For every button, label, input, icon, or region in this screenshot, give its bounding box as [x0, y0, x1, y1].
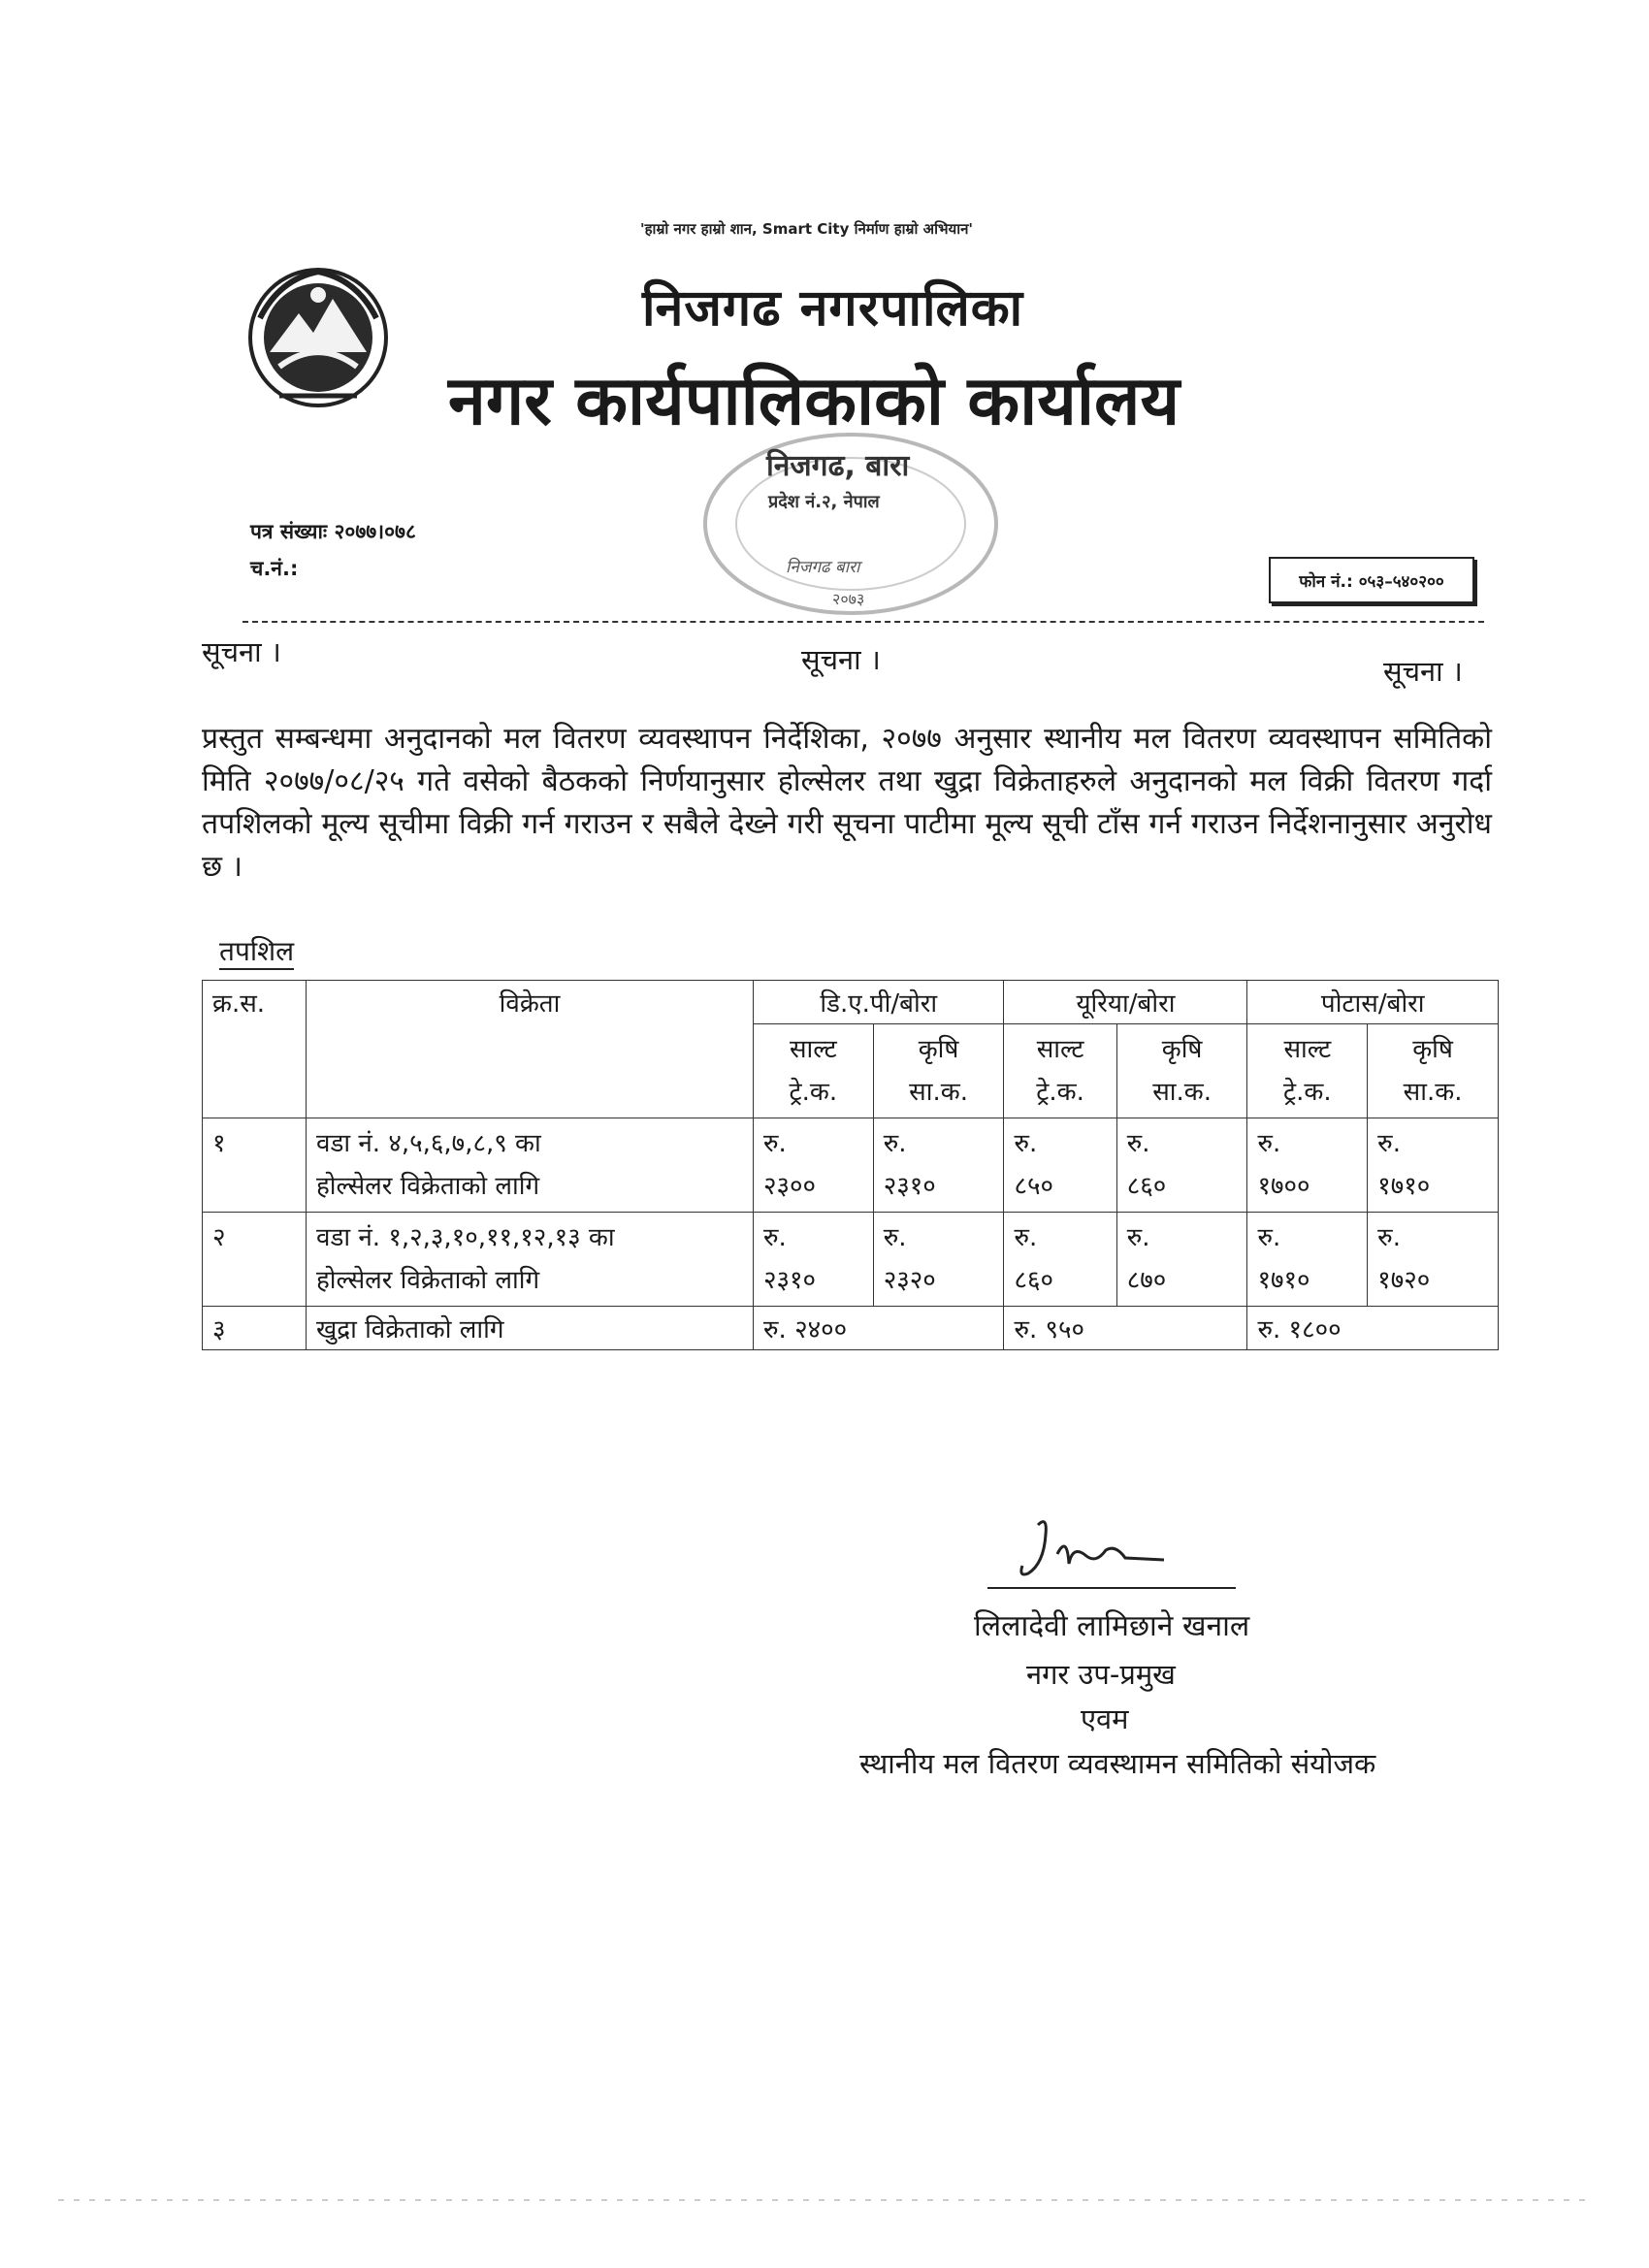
price-cell: रु. २३२०: [873, 1213, 1004, 1307]
notice-heading: सूचना ।: [1383, 655, 1463, 688]
row-serial: ३: [203, 1307, 307, 1350]
notice-heading: सूचना ।: [801, 643, 881, 676]
signatory-role: स्थानीय मल वितरण व्यवस्थामन समितिको संयोजक: [859, 1747, 1376, 1780]
subheader-krishi: कृषि सा.क.: [1368, 1024, 1499, 1118]
price-cell: रु. ९५०: [1004, 1307, 1247, 1350]
price-cell: रु. ८६०: [1004, 1213, 1116, 1307]
stamp-text: २०७३: [832, 590, 865, 608]
municipality-name: निजगढ नगरपालिका: [642, 279, 1024, 338]
notice-heading: सूचना ।: [202, 635, 281, 668]
office-name: नगर कार्यपालिकाको कार्यालय: [448, 361, 1180, 440]
price-cell: रु. ८७०: [1116, 1213, 1247, 1307]
signatory-conjunction: एवम: [1081, 1702, 1129, 1735]
reference-number: पत्र संख्याः २०७७।०७८: [250, 520, 416, 543]
row-seller: वडा नं. ४,५,६,७,८,९ का होल्सेलर विक्रेताको लागि: [307, 1118, 754, 1213]
price-cell: रु. २४००: [754, 1307, 1004, 1350]
price-cell: रु. ८५०: [1004, 1118, 1116, 1213]
schedule-label: तपशिल: [219, 935, 294, 970]
subheader-krishi: कृषि सा.क.: [1116, 1024, 1247, 1118]
subheader-salt: साल्ट ट्रे.क.: [754, 1024, 874, 1118]
header-divider: [242, 621, 1484, 623]
subheader-krishi: कृषि सा.क.: [873, 1024, 1004, 1118]
price-cell: रु. १७१०: [1247, 1213, 1368, 1307]
price-cell: रु. ८६०: [1116, 1118, 1247, 1213]
signatory-title: नगर उप-प्रमुख: [1026, 1658, 1176, 1691]
phone-number: फोन नं.: ०५३–५४०२००: [1269, 557, 1474, 603]
table-row: [203, 1307, 1499, 1350]
price-cell: रु. २३००: [754, 1118, 874, 1213]
signatory-name: लिलादेवी लामिछाने खनाल: [974, 1609, 1250, 1643]
table-row: [203, 1118, 1499, 1213]
row-seller: वडा नं. १,२,३,१०,११,१२,१३ का होल्सेलर विक्रेताको लागि: [307, 1213, 754, 1307]
header-serial: क्र.स.: [203, 981, 307, 1118]
header-seller: विक्रेता: [307, 981, 754, 1118]
government-emblem-icon: [241, 260, 396, 415]
table-header-row: [203, 981, 1499, 1024]
price-cell: रु. १७००: [1247, 1118, 1368, 1213]
stamp-text: निजगढ, बारा: [766, 449, 910, 483]
price-cell: रु. १७१०: [1368, 1118, 1499, 1213]
row-seller: खुद्रा विक्रेताको लागि: [307, 1307, 754, 1350]
slogan: 'हाम्रो नगर हाम्रो शान, Smart City निर्माण हाम्रो अभियान': [640, 220, 974, 238]
price-cell: रु. २३१०: [873, 1118, 1004, 1213]
price-cell: रु. १८००: [1247, 1307, 1499, 1350]
price-table: [202, 980, 1499, 1350]
table-row: [203, 1213, 1499, 1307]
header-urea: यूरिया/बोरा: [1004, 981, 1247, 1024]
row-serial: १: [203, 1118, 307, 1213]
subheader-salt: साल्ट ट्रे.क.: [1004, 1024, 1116, 1118]
subheader-salt: साल्ट ट्रे.क.: [1247, 1024, 1368, 1118]
row-serial: २: [203, 1213, 307, 1307]
header-dap: डि.ए.पी/बोरा: [754, 981, 1004, 1024]
scan-artifact: [58, 2181, 1591, 2219]
dispatch-number: च.नं.:: [250, 557, 299, 580]
notice-body: प्रस्तुत सम्बन्धमा अनुदानको मल वितरण व्यवस्थापन निर्देशिका, २०७७ अनुसार स्थानीय मल वितरण व्यवस्थापन समितिको मिति २०७७/०८/२५ गते वसेको बैठकको निर्णयानुसार होल्सेलर तथा खुद्रा विक्रेताहरुले अनुदानको मल विक्री वितरण गर्दा तपशिलको मूल्य सूचीमा विक्री गर्न गराउन र सबैले देख्ने गरी सूचना पाटीमा मूल्य सूची टाँस गर्न गराउन निर्देशनानुसार अनुरोध छ ।: [202, 722, 1492, 884]
stamp-text: प्रदेश नं.२, नेपाल: [768, 492, 880, 512]
price-cell: रु. १७२०: [1368, 1213, 1499, 1307]
signature-line: [987, 1587, 1236, 1589]
stamp-text: निजगढ बारा: [786, 558, 860, 577]
header-potash: पोटास/बोरा: [1247, 981, 1499, 1024]
signature-icon: [1009, 1515, 1242, 1593]
price-cell: रु. २३१०: [754, 1213, 874, 1307]
